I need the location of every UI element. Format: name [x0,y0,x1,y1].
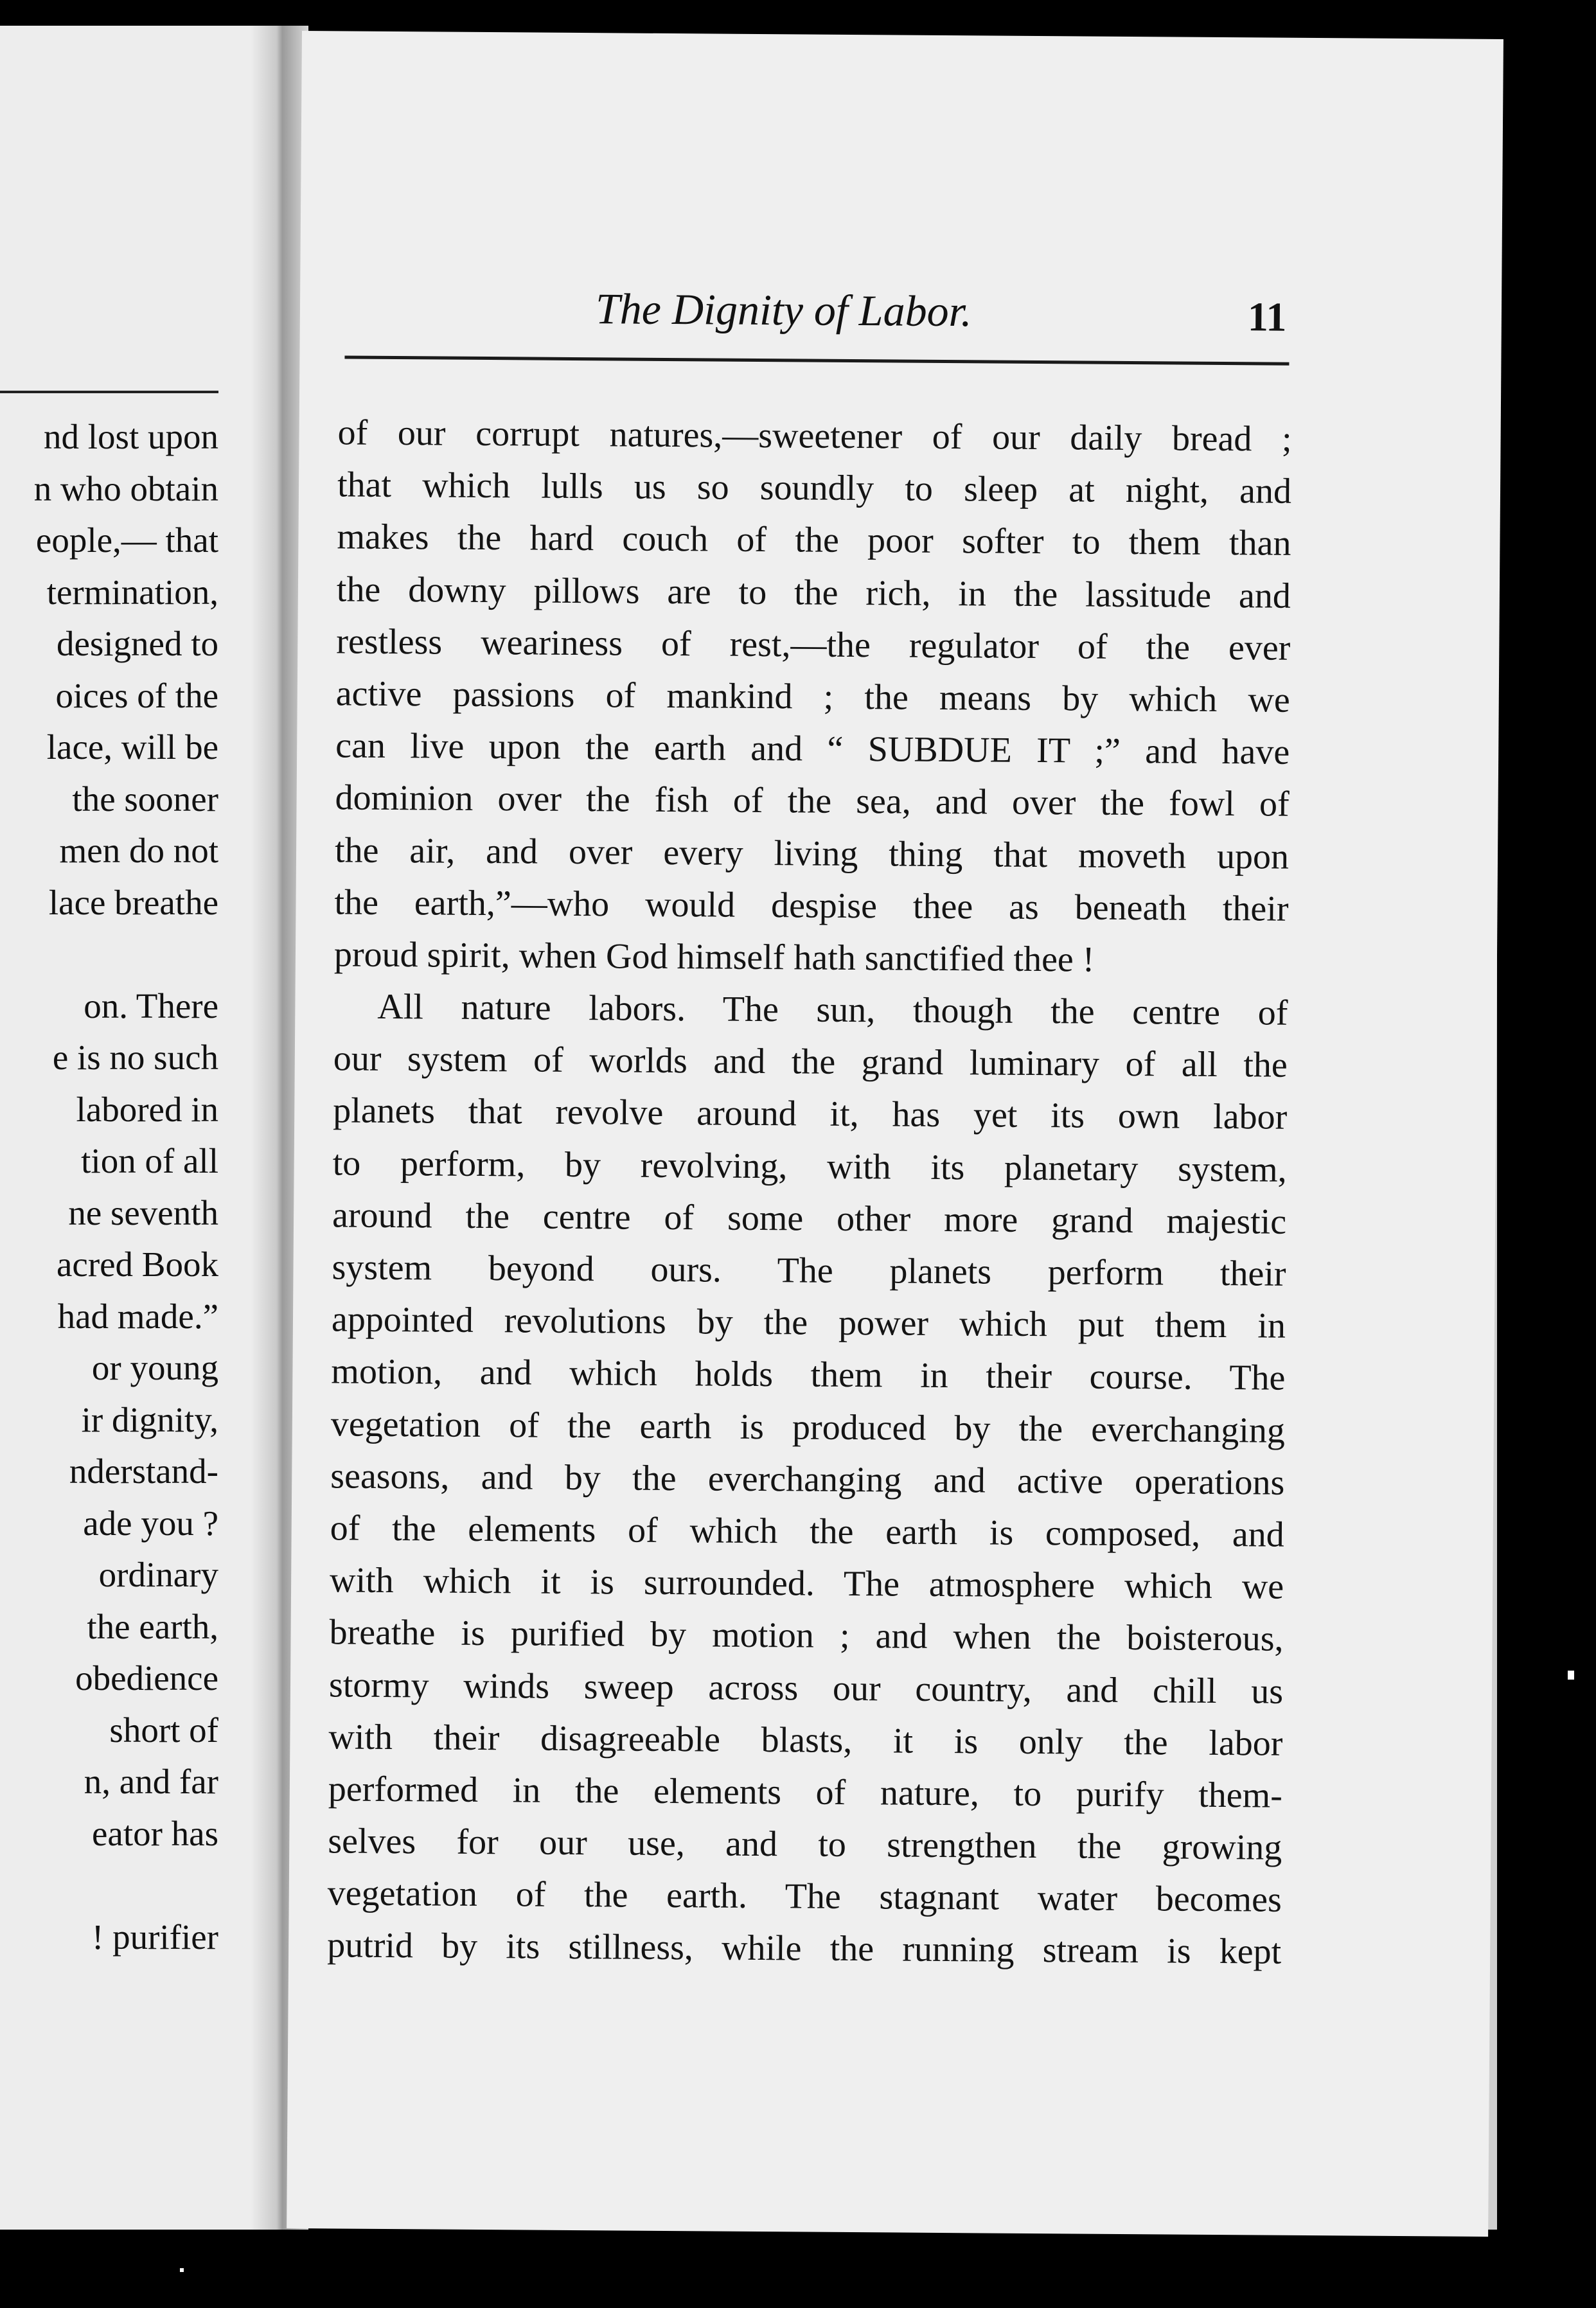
text-line: the air, and over every living thing that moveth upon [334,830,1290,877]
left-line: ade you ? [83,1503,218,1543]
text-line: around the centre of some other more grand majestic [332,1195,1287,1242]
left-line: ! purifier [92,1917,218,1957]
text-line: selves for our use, and to strengthen the growing [328,1821,1282,1868]
left-line: eator has [92,1813,218,1853]
left-line: oices of the [55,675,218,715]
left-line: on. There [84,986,218,1025]
left-line: lace, will be [46,727,218,767]
text-line: with which it is surrounded. The atmosphere which we [329,1560,1284,1607]
text-line: that which lulls us so soundly to sleep at night, and [337,465,1292,511]
page-number: 11 [1247,294,1287,340]
right-page [287,31,1503,2237]
scan-speck [180,2268,184,2272]
text-line: planets that revolve around it, has yet its own labor [333,1090,1288,1138]
left-line: nderstand- [69,1451,218,1491]
left-line: the earth, [87,1606,218,1646]
left-line: obedience [75,1658,218,1698]
left-page [0,26,283,2230]
left-header-rule [0,391,218,393]
body-text [327,407,1292,1978]
text-line: proud spirit, when God himself hath sanctified thee ! [333,934,1095,980]
text-line: vegetation of the earth is produced by the everchanging [330,1403,1286,1451]
left-line: nd lost upon [44,417,218,456]
left-line: tion of all [81,1141,218,1180]
text-line: our system of worlds and the grand luminary of all the [333,1038,1288,1085]
text-line: of the elements of which the earth is composed, and [330,1508,1284,1555]
left-line: termination, [46,572,218,612]
left-line: lace breathe [48,882,218,922]
text-line: performed in the elements of nature, to purify them- [328,1769,1283,1816]
text-line: with their disagreeable blasts, it is only the labor [328,1717,1283,1764]
left-line: short of [109,1710,218,1750]
text-line: breathe is purified by motion ; and when the boisterous, [329,1612,1284,1660]
text-line: makes the hard couch of the poor softer to them than [337,517,1291,564]
left-line [0,928,218,981]
text-line: restless weariness of rest,—the regulator of the ever [336,621,1291,668]
left-line: n who obtain [33,468,218,508]
text-line: putrid by its stillness, while the running stream is kept [326,1925,1282,1973]
left-page-text [0,411,218,1963]
text-line: the earth,”—who would despise thee as beneath their [334,882,1289,929]
left-line: had made.” [57,1296,218,1336]
left-line: n, and far [84,1762,218,1801]
text-line: can live upon the earth and “ SUBDUE IT ;” and have [335,725,1290,772]
left-line: ne seventh [68,1193,218,1232]
text-line: seasons, and by the everchanging and active operations [330,1456,1285,1503]
left-line: e is no such [52,1038,218,1077]
text-line: active passions of mankind ; the means by which we [335,673,1290,720]
left-line: men do not [59,831,218,870]
left-line: or young [91,1348,218,1387]
text-line: stormy winds sweep across our country, and chill us [328,1664,1284,1712]
text-line: dominion over the fish of the sea, and over the fowl of [335,777,1290,825]
text-line: of our corrupt natures,—sweetener of our daily bread ; [337,413,1292,459]
left-line: the sooner [72,779,218,819]
scan-speck [1568,1671,1574,1680]
text-line: vegetation of the earth. The stagnant water becomes [327,1873,1282,1920]
text-line: system beyond ours. The planets perform their [332,1247,1286,1294]
text-line: All nature labors. The sun, though the centre of [377,986,1288,1033]
text-line: motion, and which holds them in their course. The [331,1351,1286,1399]
left-line: ir dignity, [81,1399,218,1439]
left-line [0,1860,218,1912]
text-line: to perform, by revolving, with its planetary system, [332,1143,1287,1190]
left-line: labored in [76,1089,218,1129]
left-line: acred Book [57,1245,218,1284]
header-rule [344,355,1289,365]
left-line: eople,— that [35,520,218,560]
running-head: The Dignity of Labor. [595,284,972,336]
left-line: ordinary [98,1555,218,1594]
left-line: designed to [56,624,218,663]
text-line: appointed revolutions by the power which put them in [331,1299,1286,1346]
text-line: the downy pillows are to the rich, in the lassitude and [336,569,1291,616]
